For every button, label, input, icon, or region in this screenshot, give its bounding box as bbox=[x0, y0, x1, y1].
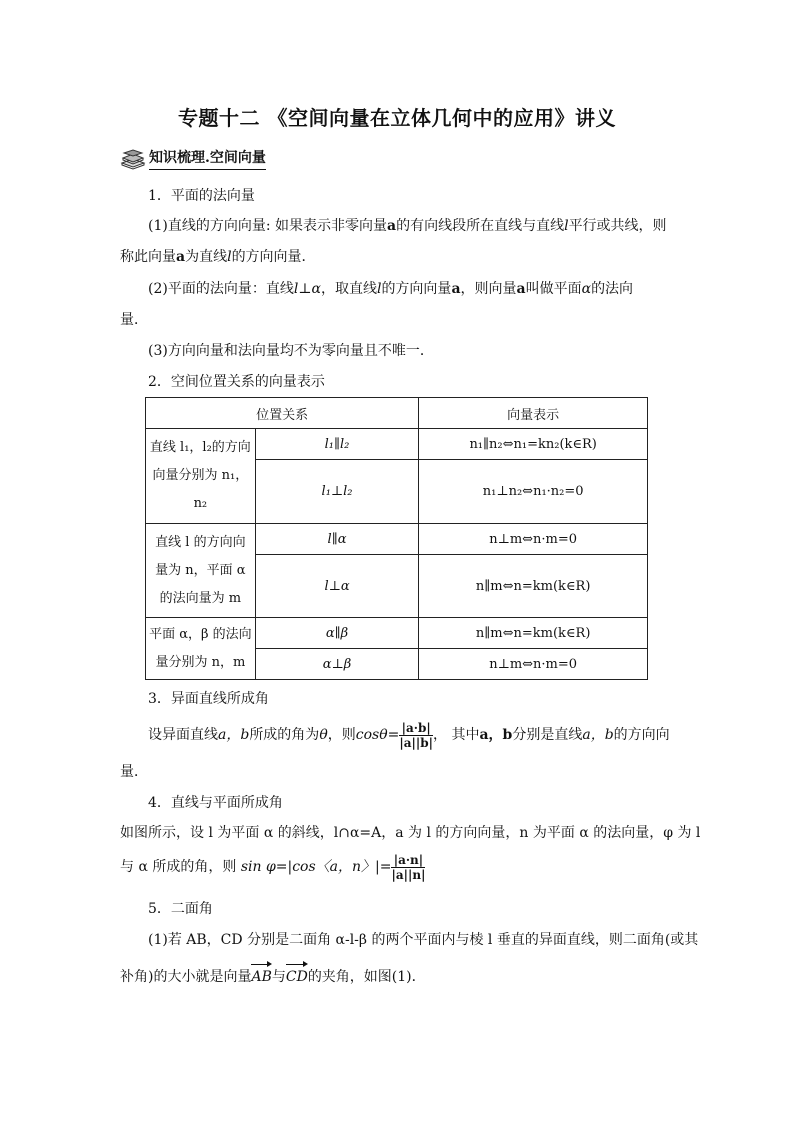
sin-fraction: $\frac{|a\cdot n|}{|a||n|}$ bbox=[391, 852, 426, 882]
para-normal-vector: (2)平面的法向量：直线l⊥α，取直线l的方向向量a，则向量a叫做平面α的法向 bbox=[148, 281, 634, 297]
para-direction-vector: (1)直线的方向向量: 如果表示非零向量a的有向线段所在直线与直线l平行或共线，则 bbox=[148, 218, 667, 234]
table-header-vector: 向量表示 bbox=[419, 398, 648, 429]
vector-ab: AB bbox=[251, 969, 272, 985]
table-cell-vector: n₁⊥n₂⇔n₁·n₂=0 bbox=[419, 460, 648, 524]
page-title: 专题十二 《空间向量在立体几何中的应用》讲义 bbox=[178, 106, 616, 130]
table-cell-vector: n⊥m⇔n·m=0 bbox=[419, 649, 648, 680]
para-line-plane-angle: 如图所示，设 l 为平面 α 的斜线，l∩α=A，a 为 l 的方向向量，n 为平面 α 的法向量，φ 为 l bbox=[120, 825, 701, 841]
para-direction-vector-cont: 称此向量a为直线l的方向向量． bbox=[120, 249, 316, 265]
para-line-plane-formula: 与 α 所成的角，则 sin φ=|cos〈a，n〉|= $\frac{|a\cdot n|}{|a||n|}$ bbox=[120, 852, 426, 882]
para-nonzero-note: (3)方向向量和法向量均不为零向量且不唯一． bbox=[148, 343, 434, 359]
para-skew-lines-angle: 设异面直线a，b所成的角为θ，则cosθ= $\frac{|a\cdot b|}{|a||b|}$ ， 其中a，b分别是直线a，b的方向向 bbox=[148, 720, 670, 750]
para-skew-lines-angle-cont: 量． bbox=[120, 764, 148, 780]
heading-dihedral-angle: 5．二面角 bbox=[148, 901, 213, 917]
cos-fraction: $\frac{|a\cdot b|}{|a||b|}$ bbox=[399, 720, 434, 750]
group-label-two-lines: 直线 l₁，l₂的方向 向量分别为 n₁， n₂ bbox=[146, 429, 256, 524]
heading-position-relations: 2．空间位置关系的向量表示 bbox=[148, 374, 325, 390]
section-label: 知识梳理.空间向量 bbox=[149, 147, 266, 170]
table-cell-relation: α∥β bbox=[255, 618, 419, 649]
table-cell-relation: l⊥α bbox=[255, 555, 419, 618]
table-cell-relation: α⊥β bbox=[255, 649, 419, 680]
table-cell-relation: l₁⊥l₂ bbox=[255, 460, 419, 524]
section-heading bbox=[120, 147, 266, 170]
vector-cd: CD bbox=[285, 969, 308, 985]
heading-line-plane-angle: 4．直线与平面所成角 bbox=[148, 795, 283, 811]
table-cell-relation: l₁∥l₂ bbox=[255, 429, 419, 460]
table-cell-vector: n₁∥n₂⇔n₁=kn₂(k∈R) bbox=[419, 429, 648, 460]
table-cell-vector: n∥m⇔n=km(k∈R) bbox=[419, 618, 648, 649]
group-label-line-plane: 直线 l 的方向向 量为 n，平面 α 的法向量为 m bbox=[146, 524, 256, 618]
para-normal-vector-cont: 量． bbox=[120, 312, 148, 328]
table-cell-relation: l∥α bbox=[255, 524, 419, 555]
table-cell-vector: n∥m⇔n=km(k∈R) bbox=[419, 555, 648, 618]
table-header-relation: 位置关系 bbox=[146, 398, 419, 429]
table-cell-vector: n⊥m⇔n·m=0 bbox=[419, 524, 648, 555]
relations-table bbox=[145, 397, 648, 680]
heading-skew-lines-angle: 3．异面直线所成角 bbox=[148, 691, 269, 707]
heading-normal-vector: 1．平面的法向量 bbox=[148, 188, 255, 204]
group-label-two-planes: 平面 α，β 的法向 量分别为 n，m bbox=[146, 618, 256, 680]
para-dihedral-angle-cont: 补角)的大小就是向量AB与CD的夹角，如图(1)． bbox=[120, 969, 426, 985]
para-dihedral-angle: (1)若 AB，CD 分别是二面角 α-l-β 的两个平面内与棱 l 垂直的异面直线，则二面角(或其 bbox=[148, 932, 699, 948]
books-icon bbox=[120, 148, 146, 170]
